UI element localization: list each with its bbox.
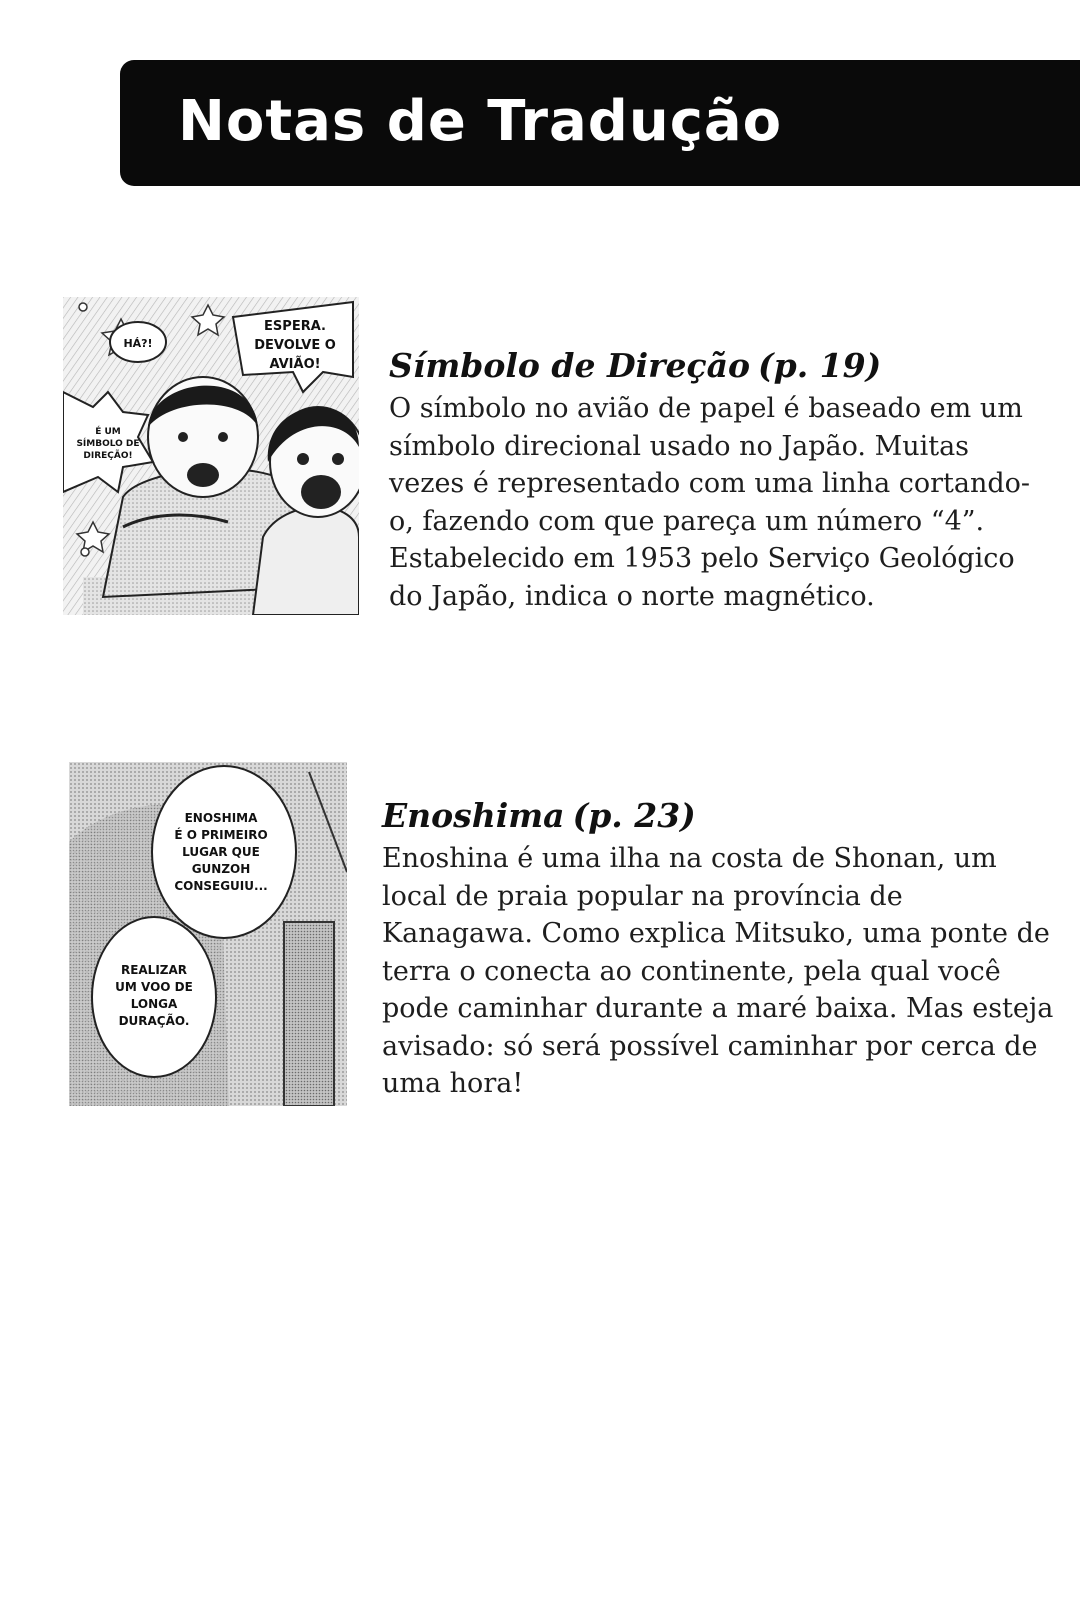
- note-body: O símbolo no avião de papel é baseado em um símbolo direcional usado no Japão. Muitas vezes é representado com uma linha cortando-o, fazendo com que pareça um número “4”. Estabelecido em 1953 pelo Serviço Geológico do Japão, indica o norte magnético.: [389, 393, 1031, 612]
- bubble-realizar-line2: UM VOO DE: [115, 980, 193, 994]
- note-heading: [389, 346, 1049, 386]
- bubble-enoshima-line2: É O PRIMEIRO: [174, 828, 268, 842]
- bubble-espera-line3: AVIÃO!: [269, 357, 321, 372]
- manga-panel-image: [69, 762, 347, 1106]
- note-body: Enoshina é uma ilha na costa de Shonan, um local de praia popular na província de Kanagawa. Como explica Mitsuko, uma ponte de terra o conecta ao continente, pela qual você pode caminhar durante a maré baixa. Mas esteja avisado: só será possível caminhar por cerca de uma hora!: [382, 843, 1054, 1099]
- note-heading-title: Enoshima: [382, 796, 565, 835]
- note-page-ref: (p. 19): [758, 346, 882, 385]
- bubble-ha-text: HÁ?!: [123, 337, 153, 350]
- page-title: Notas de Tradução: [178, 89, 783, 154]
- bubble-enoshima-line4: GUNZOH: [191, 862, 251, 876]
- manga-panel-illustration: [69, 762, 347, 1106]
- bubble-enoshima-line1: ENOSHIMA: [184, 811, 258, 825]
- bubble-realizar-line4: DURAÇÃO.: [118, 1014, 190, 1028]
- manga-panel-illustration: [63, 297, 359, 615]
- bubble-simbolo-line2: SÍMBOLO DE: [76, 439, 140, 449]
- note-heading-title: Símbolo de Direção: [389, 346, 750, 385]
- manga-panel-image: [63, 297, 359, 615]
- bubble-enoshima-line3: LUGAR QUE: [182, 845, 260, 859]
- header-bar: [120, 60, 1080, 186]
- bubble-simbolo-line3: DIREÇÃO!: [83, 451, 133, 461]
- note-heading: [382, 796, 1062, 836]
- bubble-espera-line1: ESPERA.: [264, 319, 326, 334]
- bubble-realizar-line1: REALIZAR: [120, 963, 188, 977]
- note-text-block: [389, 346, 1049, 615]
- bubble-enoshima-line5: CONSEGUIU...: [174, 879, 268, 893]
- bubble-espera-line2: DEVOLVE O: [254, 338, 336, 353]
- note-page-ref: (p. 23): [572, 796, 696, 835]
- bubble-realizar-line3: LONGA: [130, 997, 178, 1011]
- bubble-simbolo-line1: É UM: [95, 427, 121, 437]
- note-text-block: [382, 796, 1062, 1103]
